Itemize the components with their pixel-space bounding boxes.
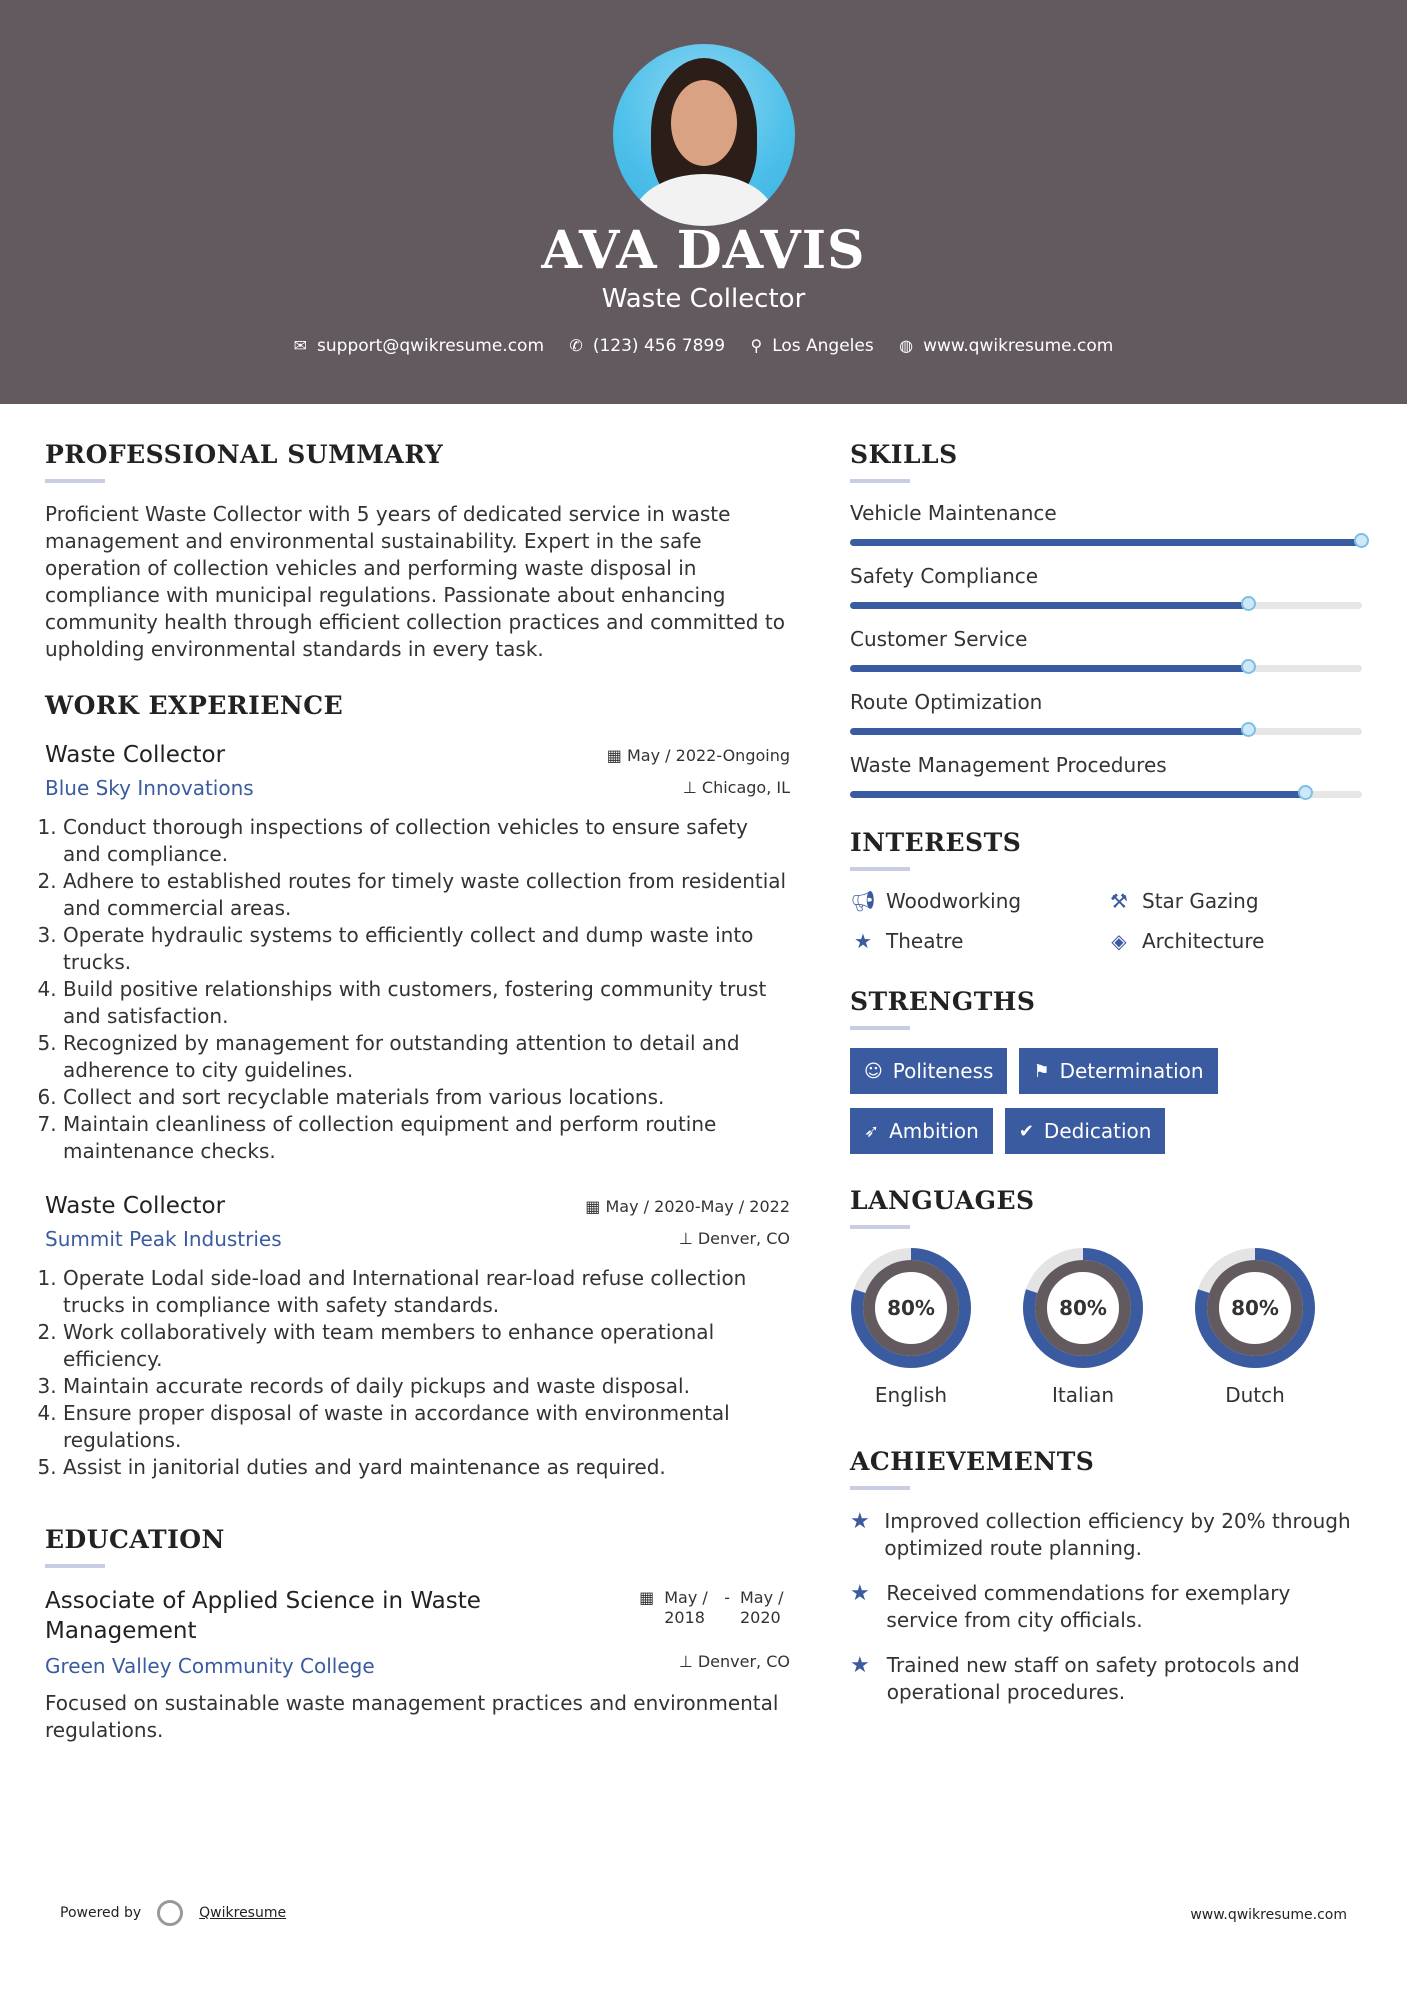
list-item: 3. Maintain accurate records of daily pickups and waste disposal. — [63, 1373, 790, 1400]
job-title: Waste Collector — [45, 1193, 226, 1219]
skill-level-bar — [850, 791, 1362, 798]
skill-level-bar — [850, 665, 1362, 672]
skill-level-fill — [850, 728, 1249, 735]
skill-level-knob — [1298, 785, 1313, 800]
heading-underline — [850, 1225, 910, 1229]
shooting-star-icon: ★ — [850, 1581, 870, 1606]
job-date: ▦ May / 2022-Ongoing — [606, 746, 790, 765]
interests-section — [850, 828, 1365, 953]
list-item: 5. Recognized by management for outstanding attention to detail and adherence to city guidelines. — [63, 1030, 790, 1084]
skill-level-knob — [1354, 533, 1369, 548]
section-heading: STRENGTHS — [850, 987, 1036, 1016]
map-pin-icon: ⚲ — [750, 336, 763, 355]
section-heading: INTERESTS — [850, 828, 1022, 857]
skill-level-bar — [850, 539, 1362, 546]
company-name: Summit Peak Industries — [45, 1227, 282, 1251]
contact-location: ⚲ Los Angeles — [750, 336, 874, 356]
pushpin-icon: ⊥ — [678, 1652, 693, 1671]
section-heading: SKILLS — [850, 440, 958, 469]
list-item: 2. Work collaboratively with team members to enhance operational efficiency. — [63, 1319, 790, 1373]
education-description: Focused on sustainable waste management practices and environmental regulations. — [45, 1691, 779, 1742]
education-section — [45, 1525, 790, 1744]
achievement-item: ★ Trained new staff on safety protocols and operational procedures. — [850, 1653, 1300, 1704]
education-dates: ▦ May / 2018 - May / 2020 — [639, 1588, 784, 1627]
phone-icon: ✆ — [569, 336, 583, 355]
strength-tag: ✔ Dedication — [1005, 1108, 1166, 1154]
language-name: English — [874, 1383, 948, 1407]
summary-text: Proficient Waste Collector with 5 years of dedicated service in waste management and environmental sustainability. Expert in the safe operation of collection vehicles and performing waste disposal in compliance with municipal regulations. Passionate about enhancing community health through efficient collection practices and committed to upholding environmental standards in every task. — [45, 502, 785, 661]
gavel-icon: ⚒ — [1110, 889, 1128, 913]
calendar-icon: ▦ — [639, 1588, 655, 1607]
degree-title: Associate of Applied Science in Waste Management — [45, 1588, 481, 1644]
skill-item — [850, 753, 1365, 798]
strength-tag: ➶ Ambition — [850, 1108, 993, 1154]
skill-name: Waste Management Procedures — [850, 753, 1167, 777]
school-name: Green Valley Community College — [45, 1654, 375, 1678]
skill-item — [850, 690, 1365, 735]
skill-level-bar — [850, 602, 1362, 609]
brand-link[interactable]: Qwikresume — [199, 1905, 287, 1921]
smile-icon: ☺ — [864, 1060, 883, 1082]
left-column — [45, 440, 790, 1744]
candidate-name: AVA DAVIS — [541, 220, 866, 281]
achievement-item: ★ Improved collection efficiency by 20% through optimized route planning. — [850, 1509, 1351, 1560]
strength-tag: ⚑ Determination — [1019, 1048, 1217, 1094]
qwikresume-logo-icon — [157, 1900, 183, 1926]
language-name: Dutch — [1225, 1383, 1285, 1407]
heading-underline — [45, 1564, 105, 1568]
interest-item: ⚒ Star Gazing — [1106, 889, 1362, 913]
list-item: 2. Adhere to established routes for timely waste collection from residential and commercial areas. — [63, 868, 790, 922]
shooting-star-icon: ★ — [850, 1653, 870, 1678]
section-heading: LANGUAGES — [850, 1186, 1035, 1215]
strengths-section — [850, 987, 1365, 1154]
interest-item: ★ Theatre — [850, 929, 1106, 953]
skill-level-knob — [1241, 596, 1256, 611]
section-heading: WORK EXPERIENCE — [45, 691, 344, 720]
list-item: 5. Assist in janitorial duties and yard maintenance as required. — [63, 1454, 790, 1481]
heading-underline — [850, 1026, 910, 1030]
shooting-star-icon: ★ — [850, 1509, 870, 1534]
tag-icon: ◈ — [1111, 929, 1127, 953]
strength-tag: ☺ Politeness — [850, 1048, 1007, 1094]
experience-section — [45, 691, 790, 1481]
calendar-icon: ▦ — [606, 746, 622, 765]
skill-name: Vehicle Maintenance — [850, 501, 1057, 525]
heading-underline — [850, 479, 910, 483]
footer-powered-by: Powered by Qwikresume — [60, 1900, 286, 1926]
language-item — [1194, 1247, 1316, 1407]
language-gauge — [1022, 1247, 1144, 1369]
contact-email[interactable]: ✉ support@qwikresume.com — [293, 336, 545, 356]
company-name: Blue Sky Innovations — [45, 776, 254, 800]
list-item: 7. Maintain cleanliness of collection equipment and perform routine maintenance checks. — [63, 1111, 790, 1165]
list-item: 4. Build positive relationships with customers, fostering community trust and satisfaction. — [63, 976, 790, 1030]
interest-item: ◈ Architecture — [1106, 929, 1362, 953]
header-banner — [0, 0, 1407, 404]
summary-section — [45, 440, 790, 663]
skill-level-fill — [850, 602, 1249, 609]
globe-icon: ◍ — [899, 336, 914, 355]
list-item: 4. Ensure proper disposal of waste in accordance with environmental regulations. — [63, 1400, 790, 1454]
avatar — [613, 44, 795, 226]
footer-website[interactable]: www.qwikresume.com — [1190, 1907, 1347, 1923]
language-item — [850, 1247, 972, 1407]
list-item: 1. Operate Lodal side-load and International rear-load refuse collection trucks in compliance with safety standards. — [63, 1265, 790, 1319]
languages-list — [850, 1247, 1365, 1407]
flag-icon: ⚑ — [1033, 1060, 1050, 1082]
skill-level-fill — [850, 539, 1362, 546]
list-item: 6. Collect and sort recyclable materials from various locations. — [63, 1084, 790, 1111]
job-location: ⊥ Denver, CO — [678, 1229, 790, 1248]
education-entry — [45, 1586, 790, 1744]
duty-list — [45, 1265, 790, 1481]
pushpin-icon: ⊥ — [682, 778, 697, 797]
interests-grid — [850, 889, 1365, 953]
language-percent: 80% — [1059, 1296, 1107, 1320]
calendar-icon: ▦ — [585, 1197, 601, 1216]
skill-level-fill — [850, 791, 1306, 798]
achievement-item: ★ Received commendations for exemplary service from city officials. — [850, 1581, 1291, 1632]
list-item: 3. Operate hydraulic systems to efficiently collect and dump waste into trucks. — [63, 922, 790, 976]
heading-underline — [850, 867, 910, 871]
pushpin-icon: ⊥ — [678, 1229, 693, 1248]
list-item: 1. Conduct thorough inspections of collection vehicles to ensure safety and compliance. — [63, 814, 790, 868]
education-location: ⊥ Denver, CO — [678, 1652, 790, 1671]
job-entry — [45, 742, 790, 1165]
heading-underline — [45, 479, 105, 483]
skill-name: Customer Service — [850, 627, 1028, 651]
job-entry — [45, 1193, 790, 1481]
skill-item — [850, 564, 1365, 609]
right-column — [850, 440, 1365, 1724]
heading-underline — [850, 1486, 910, 1490]
skill-item — [850, 627, 1365, 672]
job-date: ▦ May / 2020-May / 2022 — [585, 1197, 790, 1216]
interest-item: 📢︎ Woodworking — [850, 889, 1022, 913]
check-circle-icon: ✔ — [1018, 1120, 1034, 1142]
megaphone-icon: 📢︎ — [850, 889, 876, 913]
language-gauge — [1194, 1247, 1316, 1369]
job-title: Waste Collector — [45, 742, 226, 768]
star-icon: ★ — [854, 929, 872, 953]
skill-level-knob — [1241, 722, 1256, 737]
achievements-section — [850, 1447, 1365, 1706]
skills-section — [850, 440, 1365, 798]
language-gauge — [850, 1247, 972, 1369]
section-heading: PROFESSIONAL SUMMARY — [45, 440, 444, 469]
languages-section — [850, 1186, 1365, 1407]
section-heading: ACHIEVEMENTS — [850, 1447, 1095, 1476]
section-heading: EDUCATION — [45, 1525, 225, 1554]
rocket-icon: ➶ — [864, 1120, 880, 1142]
language-percent: 80% — [1231, 1296, 1279, 1320]
envelope-icon: ✉ — [293, 336, 308, 355]
language-name: Italian — [1051, 1383, 1115, 1407]
skill-level-bar — [850, 728, 1362, 735]
contact-phone[interactable]: ✆ (123) 456 7899 — [569, 336, 726, 356]
contact-bar — [0, 336, 1407, 356]
skill-name: Route Optimization — [850, 690, 1043, 714]
strengths-tags — [850, 1048, 1350, 1154]
language-percent: 80% — [887, 1296, 935, 1320]
candidate-title: Waste Collector — [601, 284, 806, 314]
job-location: ⊥ Chicago, IL — [682, 778, 790, 797]
skills-list — [850, 501, 1365, 798]
skill-level-fill — [850, 665, 1249, 672]
skill-item — [850, 501, 1365, 546]
duty-list — [45, 814, 790, 1165]
language-item — [1022, 1247, 1144, 1407]
skill-name: Safety Compliance — [850, 564, 1039, 588]
skill-level-knob — [1241, 659, 1256, 674]
contact-website[interactable]: ◍ www.qwikresume.com — [899, 336, 1114, 356]
